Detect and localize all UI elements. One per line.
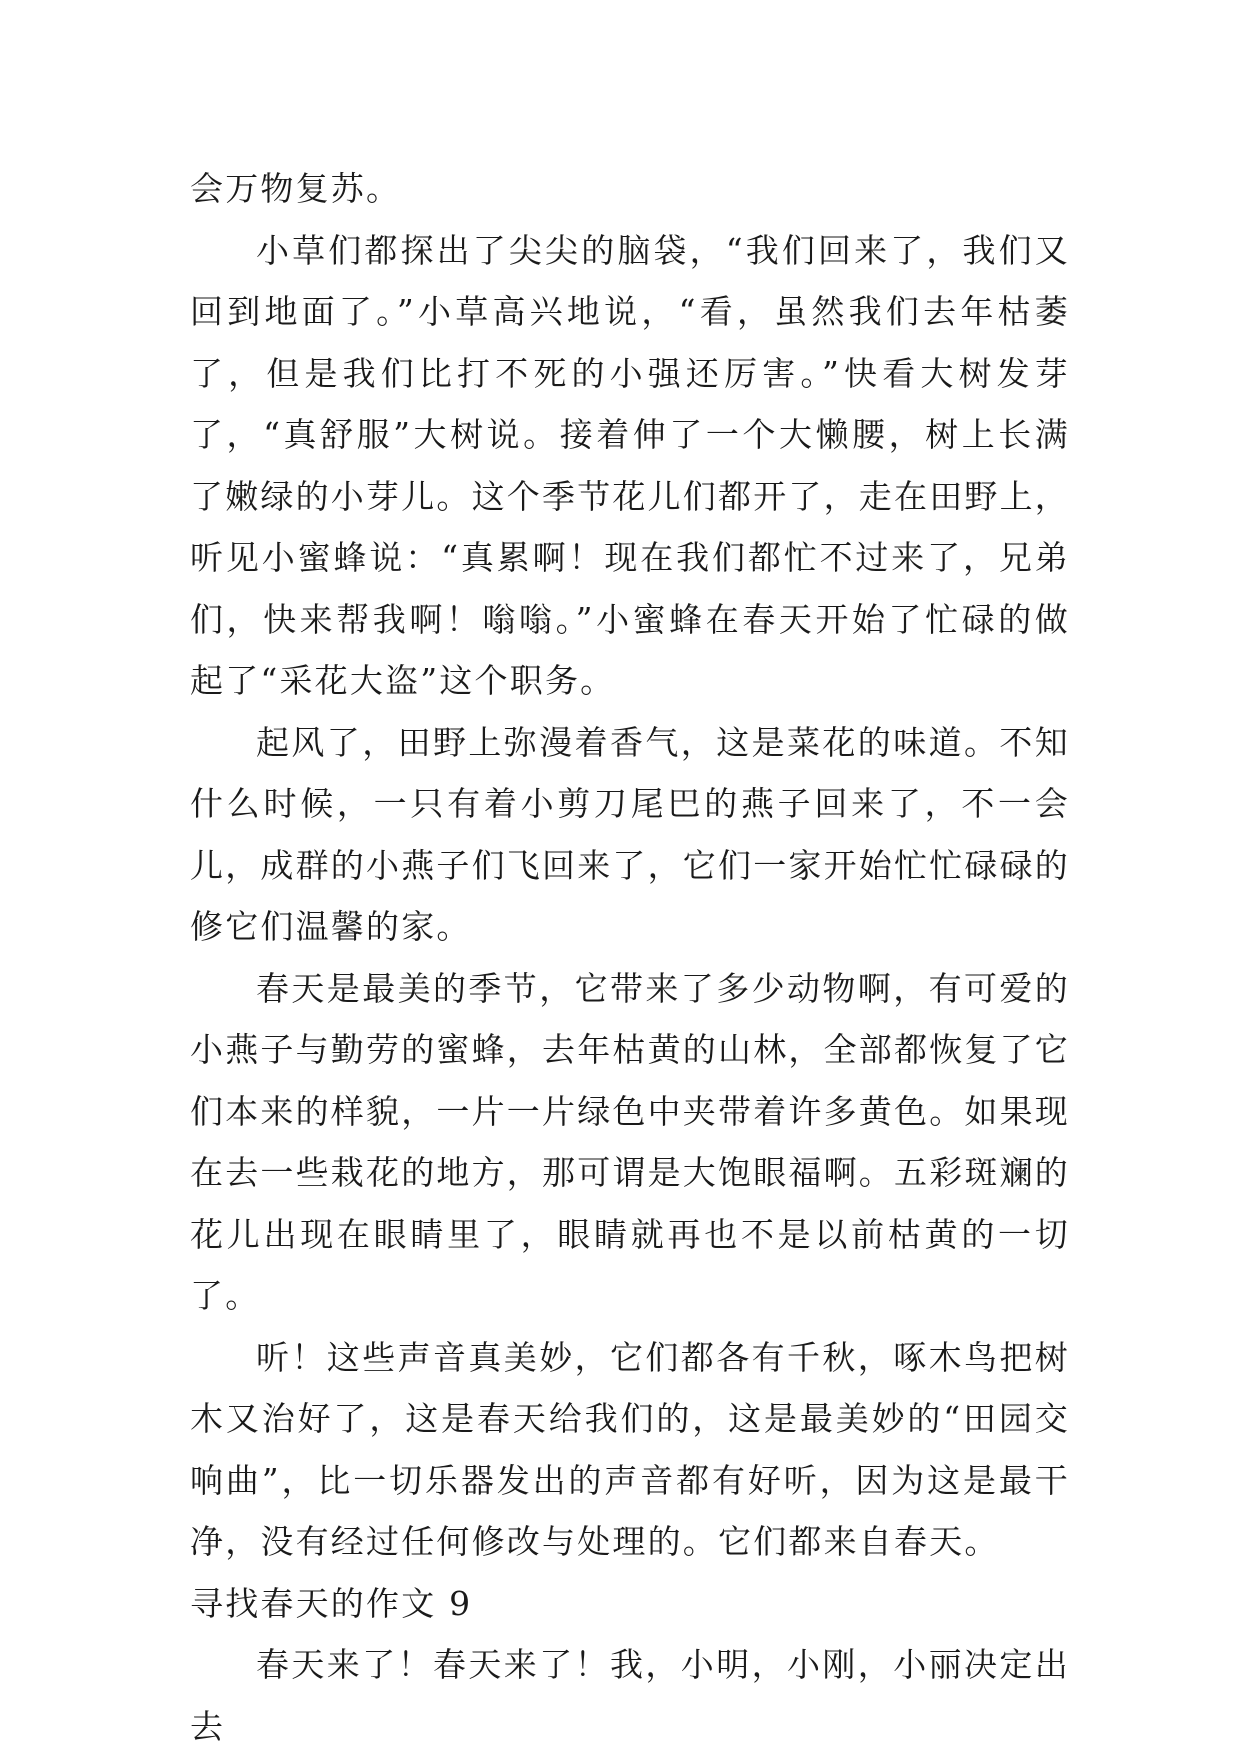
paragraph-grass-and-bees: 小草们都探出了尖尖的脑袋，“我们回来了，我们又回到地面了。”小草高兴地说，“看，虽然我们去年枯萎了，但是我们比打不死的小强还厉害。”快看大树发芽了，“真舒服”大树说。接着伸了一个大懒腰，树上长满了嫩绿的小芽儿。这个季节花儿们都开了，走在田野上，听见小蜜蜂说：“真累啊！现在我们都忙不过来了，兄弟们，快来帮我啊！嗡嗡。”小蜜蜂在春天开始了忙碌的做起了“采花大盗”这个职务。	[190, 230, 1070, 700]
paragraph-swallows: 起风了，田野上弥漫着香气，这是菜花的味道。不知什么时候，一只有着小剪刀尾巴的燕子回来了，不一会儿，成群的小燕子们飞回来了，它们一家开始忙忙碌碌的修它们温馨的家。	[190, 722, 1070, 946]
paragraph-essay-9-opening: 春天来了！春天来了！我，小明，小刚，小丽决定出去	[190, 1645, 1070, 1746]
essay-heading: 寻找春天的作文 9	[190, 1583, 473, 1623]
document-body	[190, 158, 1070, 1757]
paragraph-pastoral-symphony: 听！这些声音真美妙，它们都各有千秋，啄木鸟把树木又治好了，这是春天给我们的，这是最美妙的“田园交响曲”，比一切乐器发出的声音都有好听，因为这是最干净，没有经过任何修改与处理的。它们都来自春天。	[190, 1337, 1070, 1561]
paragraph-continuation: 会万物复苏。	[190, 169, 402, 208]
paragraph-spring-beauty: 春天是最美的季节，它带来了多少动物啊，有可爱的小燕子与勤劳的蜜蜂，去年枯黄的山林，全部都恢复了它们本来的样貌，一片一片绿色中夹带着许多黄色。如果现在去一些栽花的地方，那可谓是大饱眼福啊。五彩斑斓的花儿出现在眼睛里了，眼睛就再也不是以前枯黄的一切了。	[190, 968, 1070, 1315]
